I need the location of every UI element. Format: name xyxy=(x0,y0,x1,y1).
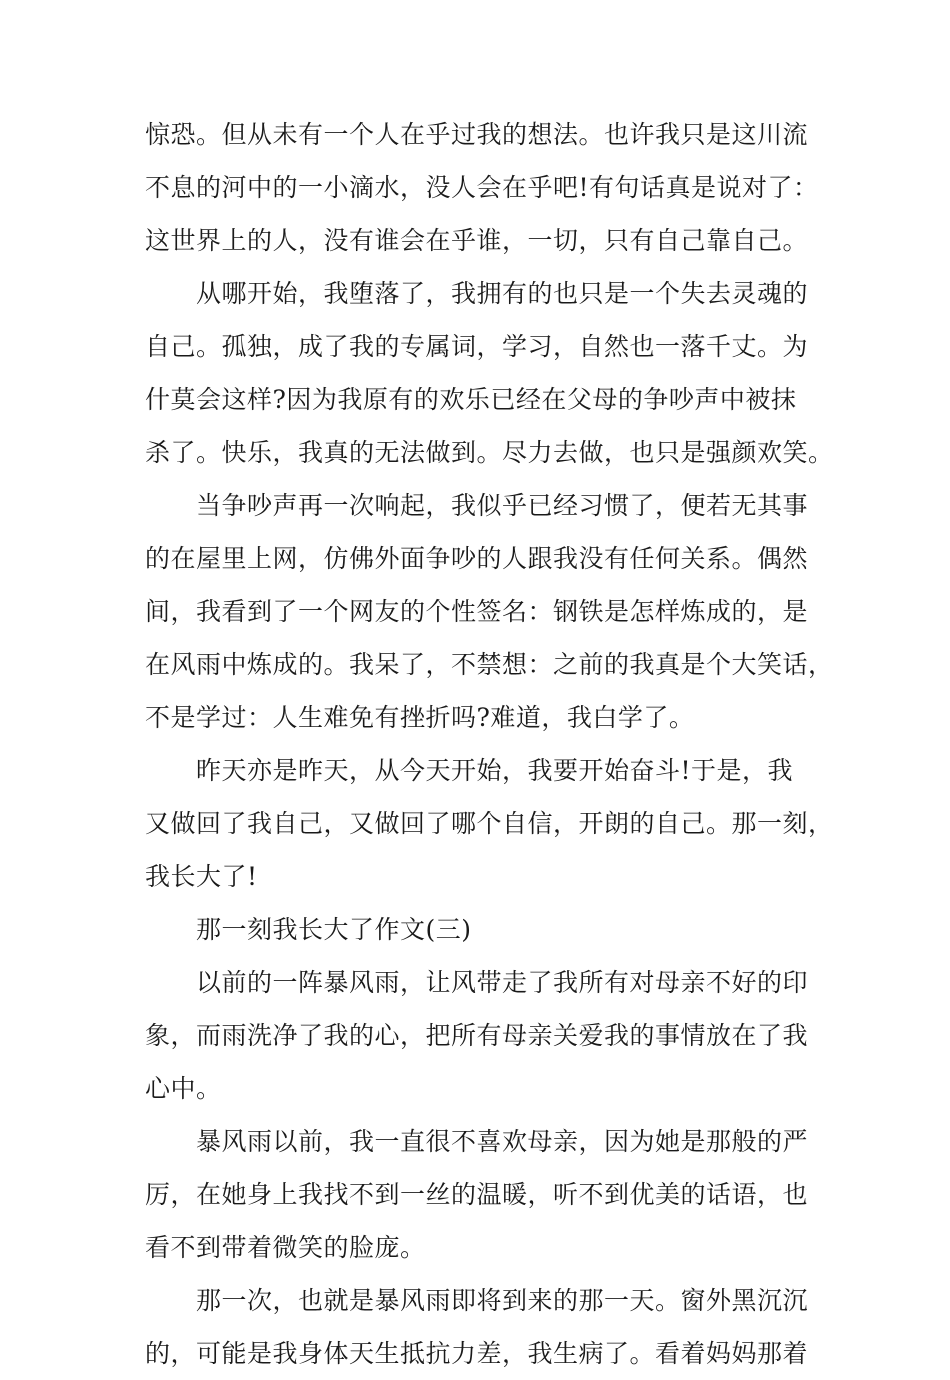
text-line: 象，而雨洗净了我的心，把所有母亲关爱我的事情放在了我 xyxy=(145,1021,809,1050)
text-line: 又做回了我自己，又做回了哪个自信，开朗的自己。那一刻， xyxy=(145,809,834,838)
text-line: 厉，在她身上我找不到一丝的温暖，听不到优美的话语，也 xyxy=(145,1180,809,1209)
text-line: 在风雨中炼成的。我呆了，不禁想：之前的我真是个大笑话， xyxy=(145,650,834,679)
text-line: 的，可能是我身体天生抵抗力差，我生病了。看着妈妈那着 xyxy=(145,1339,809,1368)
paragraph-start-line: 暴风雨以前，我一直很不喜欢母亲，因为她是那般的严 xyxy=(196,1127,809,1156)
text-line: 间，我看到了一个网友的个性签名：钢铁是怎样炼成的，是 xyxy=(145,597,809,626)
paragraph-start-line: 以前的一阵暴风雨，让风带走了我所有对母亲不好的印 xyxy=(196,968,809,997)
text-line: 自己。孤独，成了我的专属词，学习，自然也一落千丈。为 xyxy=(145,332,809,361)
text-line: 杀了。快乐，我真的无法做到。尽力去做，也只是强颜欢笑。 xyxy=(145,438,834,467)
text-line: 看不到带着微笑的脸庞。 xyxy=(145,1233,426,1262)
text-line: 这世界上的人，没有谁会在乎谁，一切，只有自己靠自己。 xyxy=(145,226,809,255)
text-line: 的在屋里上网，仿佛外面争吵的人跟我没有任何关系。偶然 xyxy=(145,544,809,573)
paragraph-start-line: 从哪开始，我堕落了，我拥有的也只是一个失去灵魂的 xyxy=(196,279,809,308)
text-line: 我长大了! xyxy=(145,862,258,891)
text-line: 心中。 xyxy=(145,1074,222,1103)
text-line: 什莫会这样?因为我原有的欢乐已经在父母的争吵声中被抹 xyxy=(145,385,797,414)
text-line: 不是学过：人生难免有挫折吗?难道，我白学了。 xyxy=(145,703,695,732)
paragraph-start-line: 昨天亦是昨天，从今天开始，我要开始奋斗!于是，我 xyxy=(196,756,794,785)
paragraph-start-line: 那一次，也就是暴风雨即将到来的那一天。窗外黑沉沉 xyxy=(196,1286,809,1315)
body-text xyxy=(145,108,834,1380)
text-line: 惊恐。但从未有一个人在乎过我的想法。也许我只是这川流 xyxy=(145,120,809,149)
paragraph-start-line: 当争吵声再一次响起，我似乎已经习惯了，便若无其事 xyxy=(196,491,809,520)
text-line: 不息的河中的一小滴水，没人会在乎吧!有句话真是说对了： xyxy=(145,173,819,202)
section-heading: 那一刻我长大了作文(三) xyxy=(196,915,472,944)
